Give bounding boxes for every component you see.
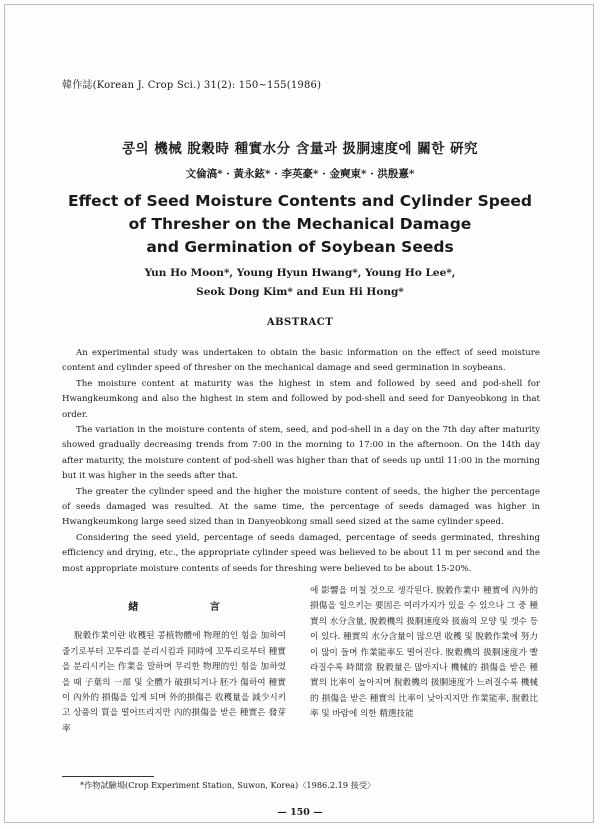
english-title <box>0 190 600 259</box>
abstract-paragraph-5: Considering the seed yield, percentage of seeds damaged, percentage of seeds germinated, threshing efficiency and drying, etc., the appropriate cylinder speed was believed to be about 11 m per second and the most appropriate moisture contents of seeds for threshing were believed to be about 15-20%. <box>62 532 540 574</box>
body-left-column <box>62 584 286 737</box>
abstract-paragraph-4: The greater the cylinder speed and the higher the moisture content of seeds, the higher the percentage of seeds damaged was resulted. At the same time, the percentage of seeds damaged was higher in Hwangkeumkong large seed sized than in Danyeobkong small seed sized at the same cylinder speed. <box>62 486 540 528</box>
page-number: — 150 — <box>277 807 323 818</box>
journal-citation: 韓作誌(Korean J. Crop Sci.) 31(2): 150~155(1986) <box>62 80 322 91</box>
abstract-paragraph-1: An experimental study was undertaken to obtain the basic information on the effect of seed moisture content and cylinder speed of thresher on the mechanical damage and seed germination in soybeans. <box>62 348 540 374</box>
english-authors-line-2: Seok Dong Kim* and Eun Hi Hong* <box>196 286 404 298</box>
english-title-line-3: and Germination of Soybean Seeds <box>146 238 454 256</box>
right-column-paragraph: 에 影響을 미칠 것으로 생각된다. 脫穀作業中 種實에 內外的 損傷을 일으키는 要因은 여러가지가 있을 수 있으나 그 중 種實의 水分含量, 脫穀機의 扱胴速度와 扱齒의 모양 및 갯수 등이 있다. 種實의 水分含量이 많으면 收穫 및 脫穀作業에 努力이 많이 들며 作業能率도 떨어진다. 脫穀機의 扱胴速度가 빨라질수록 時間當 脫穀量은 많아지나 機械的 損傷을 받은 種實의 比率이 높아지며 脫穀機의 扱胴速度가 느려질수록 機械的 損傷을 받은 種實의 比率이 낮아지지만 作業能率, 脫穀比率 및 바람에 의한 精選技能 <box>310 586 538 720</box>
abstract-body <box>62 346 540 577</box>
korean-title: 콩의 機械 脫穀時 種實水分 含量과 扱胴速度에 關한 硏究 <box>121 141 479 157</box>
footnote: *作物試驗場(Crop Experiment Station, Suwon, Korea)〈1986.2.19 接受〉 <box>80 780 376 790</box>
footnote-rule <box>62 776 154 777</box>
abstract-paragraph-2: The moisture content at maturity was the highest in stem and followed by seed and pod-shell for Hwangkeumkong and also the highest in stem and followed by pod-shell and seed for Danyeobkong in that order. <box>62 378 540 420</box>
english-authors-line-1: Yun Ho Moon*, Young Hyun Hwang*, Young Ho Lee*, <box>144 267 456 279</box>
introduction-heading: 緖 言 <box>128 602 254 613</box>
abstract-paragraph-3: The variation in the moisture contents of stem, seed, and pod-shell in a day on the 7th day after maturity showed gradually decreasing trends from 7:00 in the morning to 17:00 in the afternoon. On the 14th day after maturity, the moisture content of pod-shell was higher than that of seeds up until 11:00 in the morning but it was higher in the seeds after that. <box>62 425 540 482</box>
abstract-heading: ABSTRACT <box>266 317 334 328</box>
english-authors <box>0 264 600 302</box>
english-title-line-2: of Thresher on the Mechanical Damage <box>128 215 472 233</box>
english-title-line-1: Effect of Seed Moisture Contents and Cylinder Speed <box>68 192 532 210</box>
korean-authors: 文倫滈* · 黃永鉉* · 李英豪* · 金奭東* · 洪殷憙* <box>185 168 415 180</box>
body-right-column <box>310 584 538 723</box>
left-column-paragraph: 脫穀作業이란 收穫된 콩植物體에 物理的인 힘을 加하여 줄기로부터 꼬투리를 분리시킴과 同時에 꼬투리로부터 種實을 분리시키는 作業을 말하며 무리한 物理的인 힘을 加하였을 때 子葉의 一部 및 全體가 破損되거나 胚가 傷하여 種實이 內外的 損傷을 입게 되며 外的損傷은 收穫量을 減少시키고 상품의 質을 떨어뜨리지만 內的損傷을 받은 種實은 發芽率 <box>62 631 286 734</box>
